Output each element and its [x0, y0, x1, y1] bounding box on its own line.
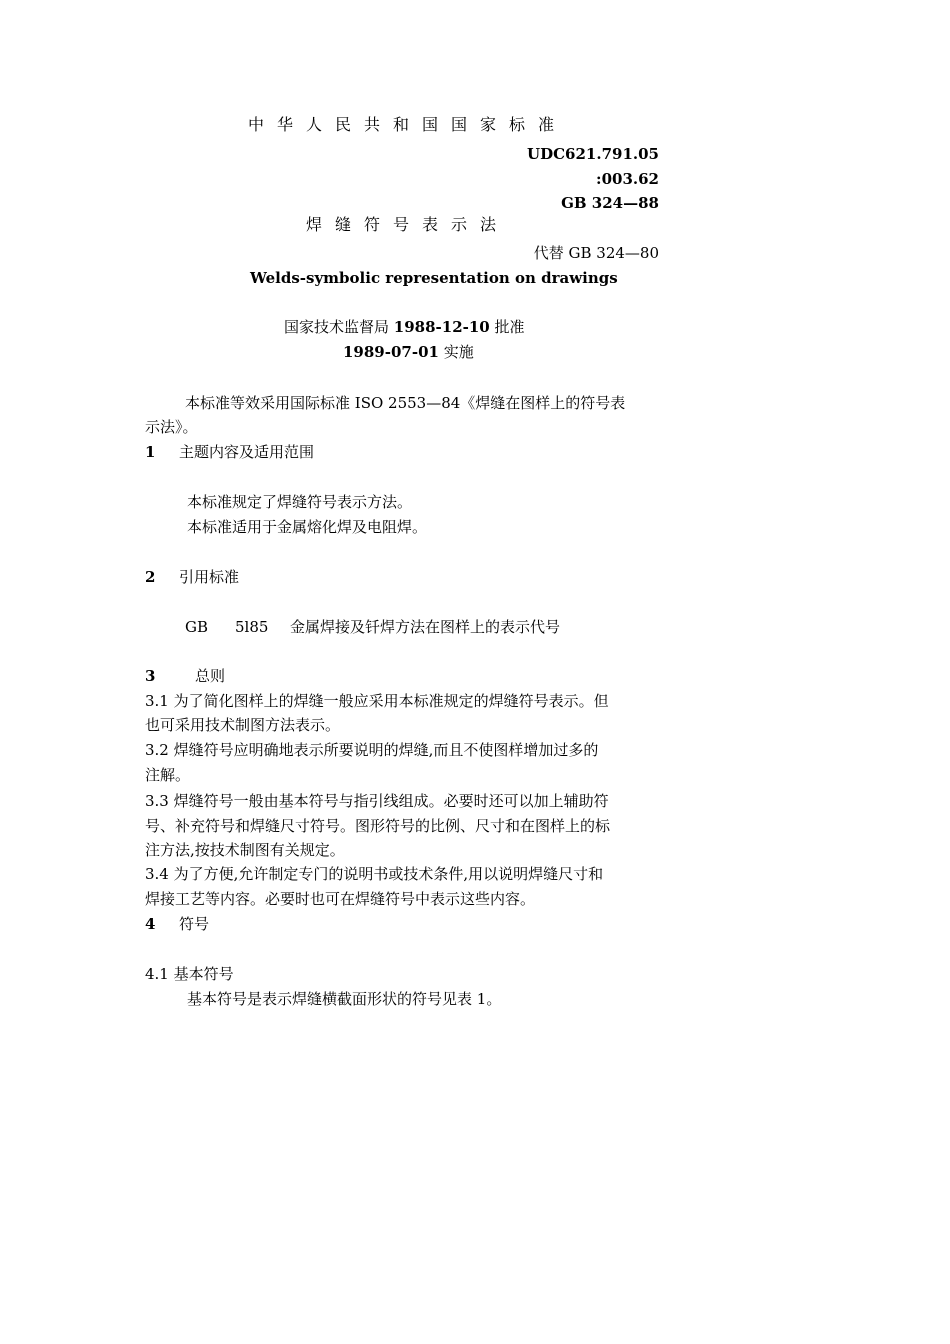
intro-line2: 示法》。: [145, 418, 198, 436]
reference-title: 金属焊接及钎焊方法在图样上的表示代号: [290, 618, 561, 636]
approval-date: 1988-12-10: [393, 318, 490, 336]
subsection-4-1-heading: 4.1 基本符号: [145, 965, 234, 983]
section-title: 引用标准: [179, 568, 240, 586]
section-1-heading: [145, 442, 314, 462]
reference-standard: [185, 617, 560, 637]
section-title: 符号: [179, 915, 210, 933]
udc-number-line1: UDC621.791.05: [527, 145, 659, 163]
gb-number: GB 324—88: [561, 194, 659, 212]
national-standard-heading: 中华人民共和国国家标准: [248, 115, 568, 134]
clause-3-2-line1: 3.2 焊缝符号应明确地表示所要说明的焊缝,而且不使图样增加过多的: [145, 741, 599, 759]
clause-3-3-line3: 注方法,按技术制图有关规定。: [145, 841, 345, 859]
section-number: 4: [145, 915, 156, 933]
effective-date: 1989-07-01: [343, 343, 439, 361]
approval-org: 国家技术监督局: [284, 318, 390, 336]
udc-number-line2: :003.62: [596, 170, 659, 188]
replaces-standard: 代替 GB 324—80: [533, 244, 659, 262]
approval-word: 批准: [494, 318, 525, 336]
section-2-heading: [145, 567, 239, 587]
section-title: 主题内容及适用范围: [179, 443, 315, 461]
section-1-para1: 本标准规定了焊缝符号表示方法。: [187, 493, 413, 511]
section-number: 3: [145, 667, 156, 685]
section-4-heading: [145, 914, 209, 934]
effective-line: [343, 342, 474, 362]
section-title: 总则: [195, 667, 226, 685]
subsection-4-1-para: 基本符号是表示焊缝横截面形状的符号见表 1。: [187, 990, 502, 1008]
reference-gb: GB: [185, 618, 209, 636]
approval-line: [284, 317, 525, 337]
clause-3-1-line2: 也可采用技术制图方法表示。: [145, 716, 341, 734]
reference-number: 5l85: [235, 618, 269, 636]
intro-line1: 本标准等效采用国际标准 ISO 2553—84《焊缝在图样上的符号表: [185, 394, 626, 412]
section-number: 2: [145, 568, 156, 586]
section-1-para2: 本标准适用于金属熔化焊及电阻焊。: [187, 518, 428, 536]
document-title-en: Welds-symbolic representation on drawings: [250, 269, 618, 287]
effective-word: 实施: [443, 343, 474, 361]
clause-3-4-line2: 焊接工艺等内容。必要时也可在焊缝符号中表示这些内容。: [145, 890, 536, 908]
document-title-cn: 焊缝符号表示法: [306, 215, 510, 234]
clause-3-3-line1: 3.3 焊缝符号一般由基本符号与指引线组成。必要时还可以加上辅助符: [145, 792, 609, 810]
clause-3-3-line2: 号、补充符号和焊缝尺寸符号。图形符号的比例、尺寸和在图样上的标: [145, 817, 611, 835]
clause-3-1-line1: 3.1 为了简化图样上的焊缝一般应采用本标准规定的焊缝符号表示。但: [145, 692, 609, 710]
clause-3-4-line1: 3.4 为了方便,允许制定专门的说明书或技术条件,用以说明焊缝尺寸和: [145, 865, 604, 883]
section-3-heading: [145, 666, 225, 686]
clause-3-2-line2: 注解。: [145, 766, 191, 784]
section-number: 1: [145, 443, 156, 461]
